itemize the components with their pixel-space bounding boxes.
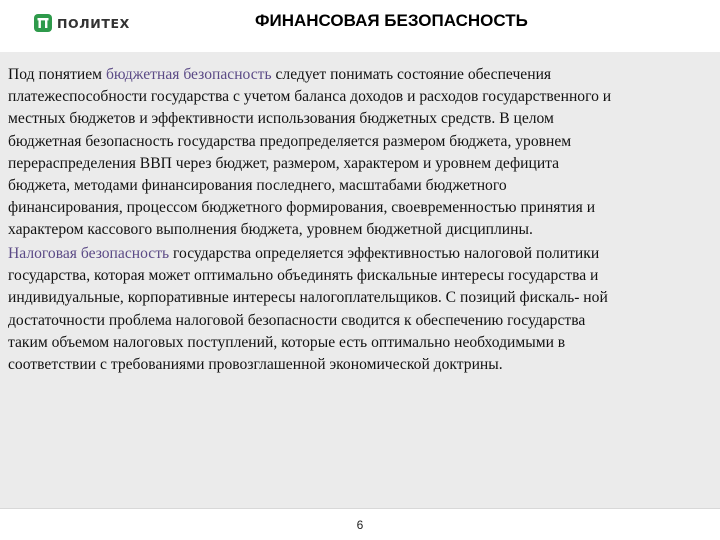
- page-number: 6: [356, 518, 364, 532]
- paragraph-line: таким объемом налоговых поступлений, которые есть оптимально необходимыми в: [8, 333, 566, 351]
- paragraph-line: характером кассового выполнения бюджета, уровнем бюджетной дисциплины.: [8, 221, 533, 239]
- paragraph-line: бюджетная безопасность государства предопределяется размером бюджета, уровнем: [8, 132, 572, 150]
- footer-divider: [0, 508, 720, 509]
- highlighted-term: бюджетная безопасность: [105, 66, 272, 83]
- highlighted-term: Налоговая безопасность: [8, 245, 170, 262]
- paragraph-line: [8, 64, 714, 86]
- politech-logo-icon: [34, 14, 52, 32]
- paragraph-line: достаточности проблема налоговой безопасности сводится к обеспечению государства: [8, 311, 586, 329]
- text-rest: государства определяется эффективностью налоговой политики: [169, 245, 600, 262]
- header: [0, 0, 720, 44]
- paragraph-line: финансирования, процессом бюджетного формирования, своевременностью принятия и: [8, 199, 596, 217]
- paragraph-line: государства, которая может оптимально объединять фискальные интересы государства и: [8, 267, 599, 285]
- paragraph-budget-security: [8, 64, 714, 242]
- paragraph-line: местных бюджетов и эффективности использования бюджетных средств. В целом: [8, 110, 554, 128]
- paragraph-line: бюджета, методами финансирования последнего, масштабами бюджетного: [8, 177, 507, 195]
- paragraph-line: [8, 243, 714, 265]
- text-prefix: Под понятием: [8, 66, 106, 83]
- paragraph-tax-security: [8, 243, 714, 376]
- text-rest: следует понимать состояние обеспечения: [271, 66, 552, 83]
- page-title: ФИНАНСОВАЯ БЕЗОПАСНОСТЬ: [255, 11, 528, 30]
- paragraph-line: соответствии с требованиями провозглашенной экономической доктрины.: [8, 356, 503, 374]
- paragraph-line: индивидуальные, корпоративные интересы налогоплательщиков. С позиций фискаль- ной: [8, 289, 608, 307]
- logo-text: ПОЛИТЕХ: [57, 15, 130, 31]
- paragraph-line: платежеспособности государства с учетом баланса доходов и расходов государственного и: [8, 88, 612, 106]
- logo: [34, 13, 130, 33]
- content-area: [0, 52, 720, 508]
- paragraph-line: перераспределения ВВП через бюджет, размером, характером и уровнем дефицита: [8, 154, 560, 172]
